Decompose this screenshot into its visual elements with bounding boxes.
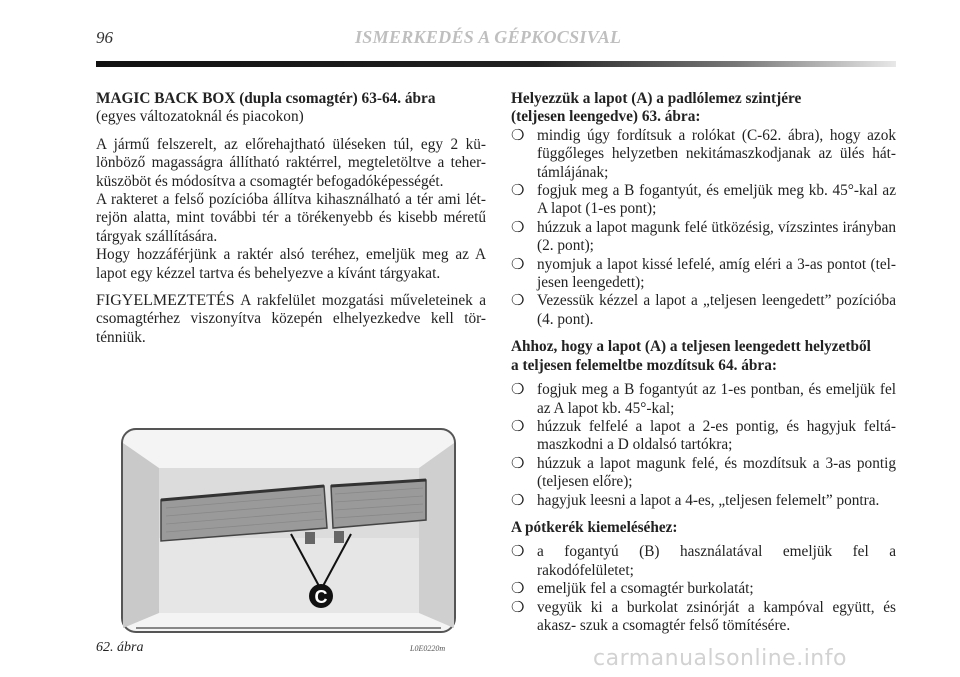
section-subheading: (egyes változatoknál és piacokon) <box>96 108 304 126</box>
bullet-icon: ❍ <box>511 599 525 616</box>
right-column <box>511 90 896 635</box>
list-item: ❍ a fogantyú (B) használatával emeljük fel a rakodófelületet; <box>511 543 896 579</box>
section-title: (teljesen leengedve) 63. ábra: <box>511 108 701 126</box>
section-title: A pótkerék kiemeléséhez: <box>511 518 678 536</box>
list-item: ❍ húzzuk a lapot magunk felé ütközésig, vízszintes irányban (2. pont); <box>511 218 896 255</box>
warning-paragraph <box>96 292 486 347</box>
warning-text: A rakfelület mozgatási műveleteinek a csomagtérhez viszonyítva közepén elhelyezkedve kell tör- ténniük. <box>96 292 486 346</box>
list-item: ❍ fogjuk meg a B fogantyút, és emeljük meg kb. 45°-kal az A lapot (1-es pont); <box>511 182 896 218</box>
list-item: ❍ nyomjuk a lapot kissé lefelé, amíg eléri a 3-as pontot (tel- jesen leengedett); <box>511 255 896 292</box>
bullet-icon: ❍ <box>511 581 525 598</box>
instruction-list <box>511 381 896 510</box>
page-number: 96 <box>96 28 113 47</box>
bullet-icon: ❍ <box>511 293 525 310</box>
section-heading: MAGIC BACK BOX (dupla csomagtér) 63-64. ábra <box>96 90 436 107</box>
paragraph: Hogy hozzáférjünk a raktér alsó teréhez, emeljük meg az A lapot egy kézzel tartva és behelyezve a kívánt tárgyakat. <box>96 246 486 282</box>
bullet-icon: ❍ <box>511 455 525 472</box>
bullet-icon: ❍ <box>511 256 525 273</box>
figure-caption: 62. ábra <box>96 640 144 655</box>
bullet-icon: ❍ <box>511 382 525 399</box>
section-title: Ahhoz, hogy a lapot (A) a teljesen leengedett helyzetből <box>511 338 871 356</box>
list-item: ❍ vegyük ki a burkolat zsinórját a kampóval együtt, és akasz- szuk a csomagtér felső tömítésére. <box>511 598 896 634</box>
list-item: ❍ hagyjuk leesni a lapot a 4-es, „teljesen felemelt” pontra. <box>511 491 880 509</box>
list-item: ❍ Vezessük kézzel a lapot a „teljesen leengedett” pozícióba (4. pont). <box>511 292 896 328</box>
running-title: ISMERKEDÉS A GÉPKOCSIVAL <box>355 27 622 47</box>
bullet-icon: ❍ <box>511 127 525 144</box>
figure-code: L0E0220m <box>410 644 446 653</box>
paragraph: A jármű felszerelt, az előrehajtható üléseken túl, egy 2 kü- lönböző magasságra állítható raktérrel, megteletöltve a teher- küszöböt és módosítva a csomagtér befogadóképességét. <box>96 135 486 190</box>
list-item: ❍ emeljük fel a csomagtér burkolatát; <box>511 580 754 598</box>
left-column <box>96 90 486 347</box>
header-rule <box>96 61 896 67</box>
list-item: ❍ fogjuk meg a B fogantyút az 1-es pontban, és emeljük fel az A lapot kb. 45°-kal; <box>511 381 896 417</box>
bullet-icon: ❍ <box>511 183 525 200</box>
bullet-icon: ❍ <box>511 544 525 561</box>
list-item: ❍ húzzuk felfelé a lapot a 2-es pontig, és hagyjuk feltá- maszkodni a D oldalsó tartókra; <box>511 417 896 454</box>
section-title: a teljesen felemeltbe mozdítsuk 64. ábra: <box>511 356 777 374</box>
figure-62 <box>121 428 456 633</box>
list-item: ❍ húzzuk a lapot magunk felé, és mozdítsuk a 3-as pontig (teljesen előre); <box>511 454 896 491</box>
trunk-illustration <box>121 428 456 633</box>
instruction-list <box>511 127 896 329</box>
instruction-list <box>511 543 896 635</box>
watermark: carmanualsonline.info <box>593 646 847 671</box>
bullet-icon: ❍ <box>511 219 525 236</box>
callout-c-label: C <box>314 587 328 607</box>
warning-label: FIGYELMEZTETÉS <box>96 292 235 310</box>
bullet-icon: ❍ <box>511 418 525 435</box>
list-item: ❍ mindig úgy fordítsuk a rolókat (C-62. ábra), hogy azok függőleges helyzetben nekitámaszkodjanak az ülés hát- támlájának; <box>511 126 896 181</box>
section-title: Helyezzük a lapot (A) a padlólemez szintjére <box>511 90 802 107</box>
bullet-icon: ❍ <box>511 492 525 509</box>
paragraph: A rakteret a felső pozícióba állítva kihasználható a tér ami lét- rejön alatta, mint további tér a törékenyebb és kisebb méretű tárgyak szállítására. <box>96 191 486 245</box>
